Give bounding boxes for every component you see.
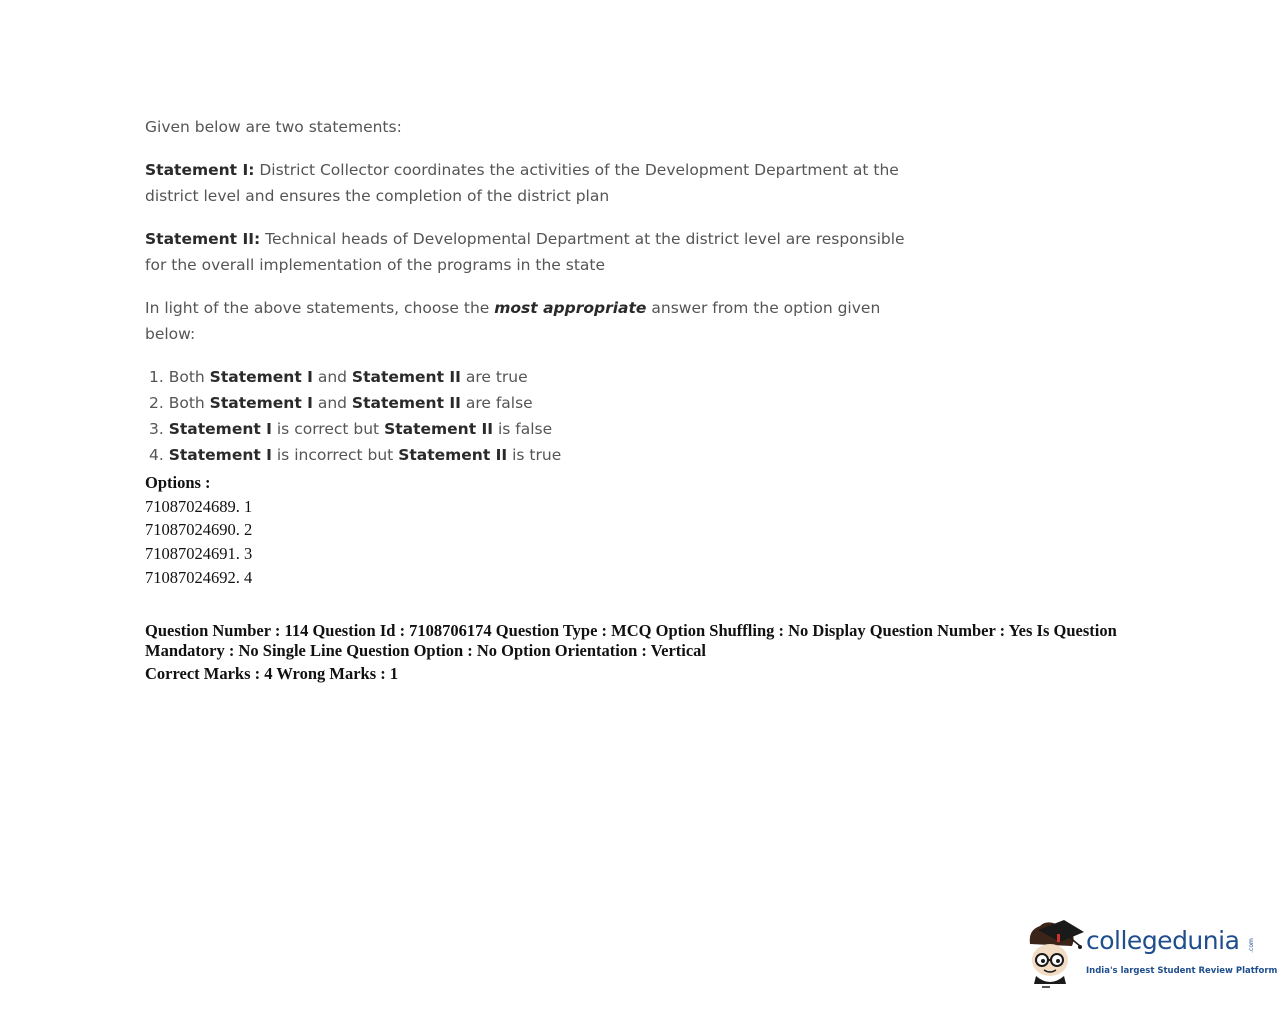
- choice-text: is incorrect but: [271, 446, 399, 464]
- question-metadata: [145, 621, 1135, 684]
- choice-statement-ref: Statement II: [351, 394, 461, 412]
- brand-suffix: .com: [1247, 938, 1255, 953]
- choice-text: is correct but: [271, 420, 385, 438]
- choice-statement-ref: Statement I: [168, 446, 272, 464]
- choice-statement-ref: Statement II: [351, 368, 461, 386]
- answer-choice: [149, 442, 905, 468]
- prompt-before: In light of the above statements, choose the: [145, 299, 495, 317]
- collegedunia-logo: [1024, 918, 1278, 990]
- choice-text: is true: [507, 446, 562, 464]
- statement-two-label: Statement II:: [145, 230, 261, 248]
- question-block: [145, 114, 905, 468]
- choice-text: are false: [460, 394, 533, 412]
- answer-choice: [149, 416, 905, 442]
- choice-number: 1. Both: [149, 368, 210, 386]
- question-prompt: [145, 295, 905, 347]
- question-intro: Given below are two statements:: [145, 118, 402, 136]
- choice-number: 2. Both: [149, 394, 210, 412]
- statement-one-label: Statement I:: [145, 161, 255, 179]
- choice-number: 4.: [149, 446, 169, 464]
- statement-one: [145, 157, 905, 209]
- choice-statement-ref: Statement II: [384, 420, 494, 438]
- choice-text: are true: [460, 368, 528, 386]
- choice-statement-ref: Statement II: [398, 446, 508, 464]
- choice-number: 3.: [149, 420, 169, 438]
- brand-name: collegedunia: [1086, 926, 1240, 955]
- option-item: 71087024691. 3: [145, 544, 253, 564]
- choice-statement-ref: Statement I: [168, 420, 272, 438]
- choice-statement-ref: Statement I: [209, 368, 313, 386]
- options-list: [145, 471, 252, 590]
- marks-line: Correct Marks : 4 Wrong Marks : 1: [145, 664, 399, 683]
- metadata-line: Question Number : 114 Question Id : 7108706174 Question Type : MCQ Option Shuffling : No Display Question Number : Yes Is Question Mandatory : No Single Line Question Option : No Option Orientation : Vertical: [145, 621, 1117, 660]
- choice-text: and: [312, 394, 352, 412]
- options-heading: Options :: [145, 473, 211, 492]
- prompt-emphasis: most appropriate: [494, 299, 647, 317]
- option-item: 71087024692. 4: [145, 567, 253, 587]
- choice-text: and: [312, 368, 352, 386]
- mascot-icon: [1024, 918, 1086, 990]
- answer-choice: [149, 364, 905, 390]
- brand-tagline: India's largest Student Review Platform: [1086, 966, 1278, 976]
- choice-statement-ref: Statement I: [209, 394, 313, 412]
- choice-text: is false: [493, 420, 553, 438]
- option-item: 71087024690. 2: [145, 520, 253, 540]
- statement-two-text: Technical heads of Developmental Department at the district level are responsible for the overall implementation of the programs in the state: [145, 230, 905, 274]
- answer-choices: [145, 364, 905, 468]
- option-item: 71087024689. 1: [145, 496, 253, 516]
- answer-choice: [149, 390, 905, 416]
- statement-two: [145, 226, 905, 278]
- statement-one-text: District Collector coordinates the activities of the Development Department at the district level and ensures the completion of the district plan: [145, 161, 899, 205]
- prompt-after: answer from the option given below:: [145, 299, 881, 343]
